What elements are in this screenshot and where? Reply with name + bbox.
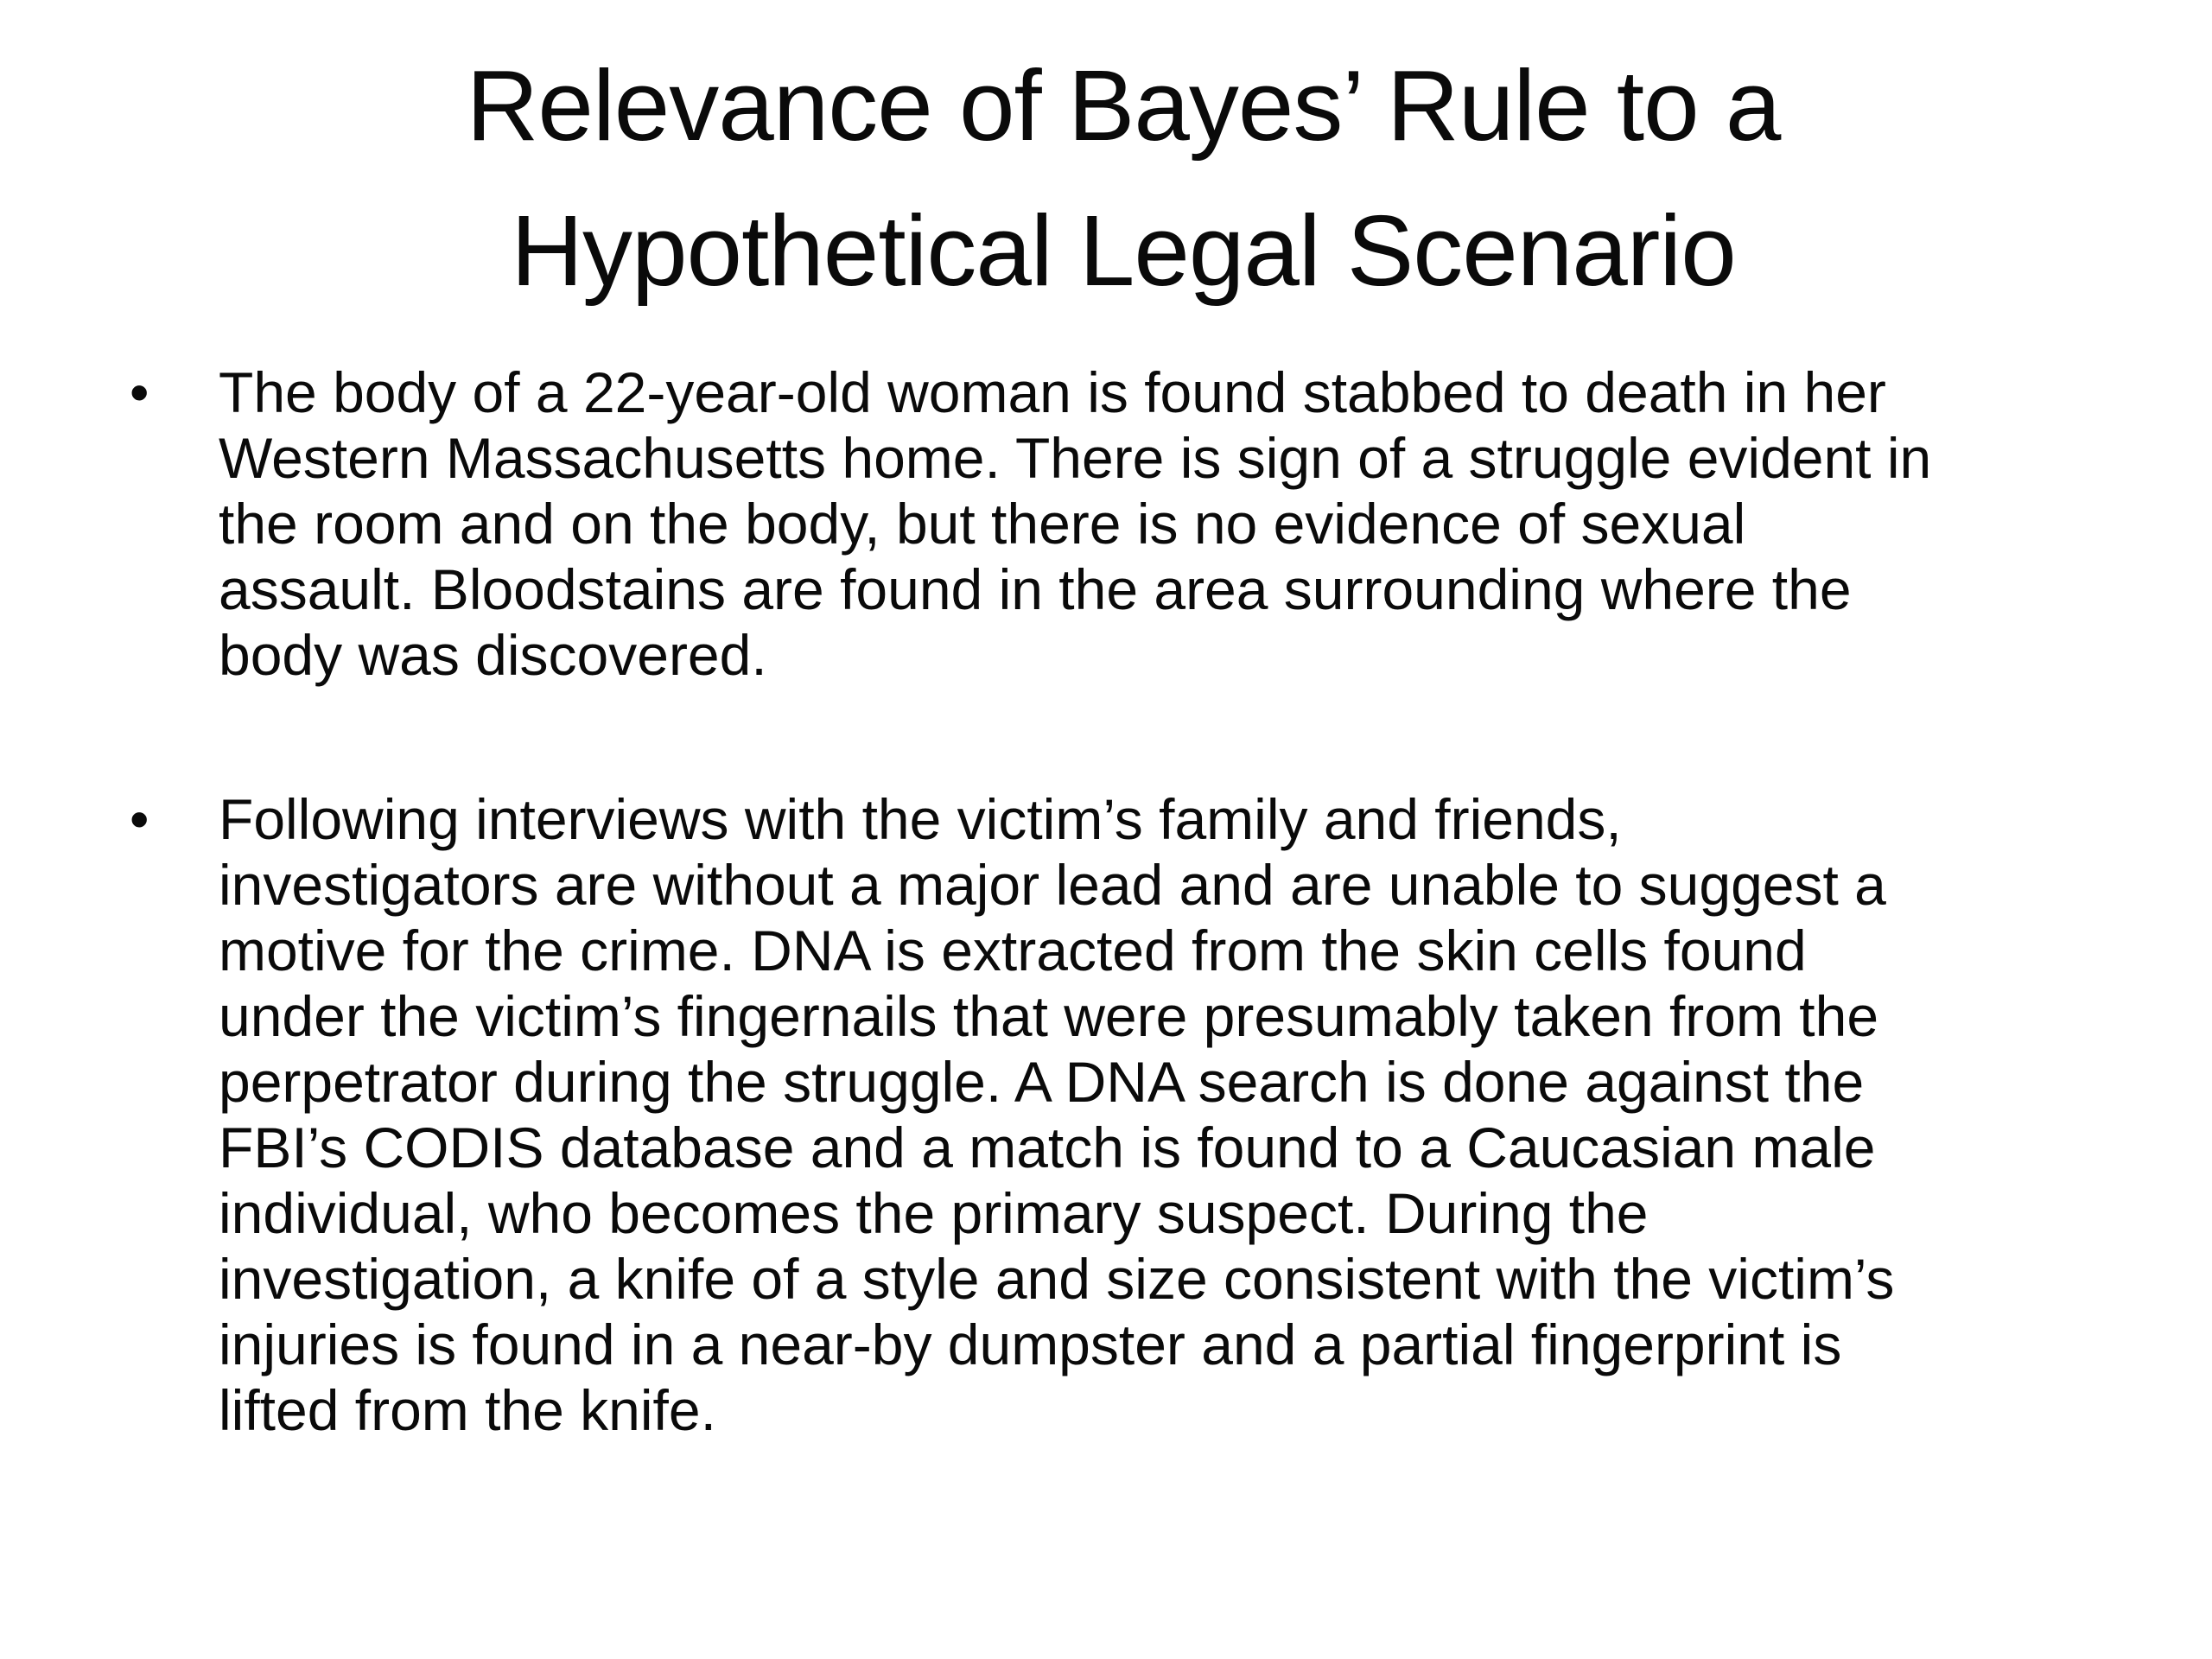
bullet-line: The body of a 22-year-old woman is found stabbed to death in her (219, 360, 1886, 424)
title-line: Relevance of Bayes’ Rule to a (466, 49, 1781, 162)
bullet-line: under the victim’s fingernails that were presumably taken from the (219, 984, 1879, 1048)
bullet-line: motive for the crime. DNA is extracted from the skin cells found (219, 918, 1807, 982)
bullet-line: Following interviews with the victim’s family and friends, (219, 787, 1622, 851)
bullet-line: perpetrator during the struggle. A DNA search is done against the (219, 1050, 1865, 1114)
bullet-line: assault. Bloodstains are found in the area surrounding where the (219, 557, 1852, 621)
bullet-text (219, 786, 2128, 1443)
bullet-line: investigation, a knife of a style and size consistent with the victim’s (219, 1247, 1895, 1311)
bullet-line: FBI’s CODIS database and a match is found to a Caucasian male (219, 1116, 1876, 1179)
bullet-marker: • (130, 361, 149, 423)
bullet-line: lifted from the knife. (219, 1378, 716, 1442)
bullet-line: injuries is found in a near-by dumpster and a partial fingerprint is (219, 1313, 1842, 1376)
bullet-line: investigators are without a major lead and are unable to suggest a (219, 853, 1886, 917)
bullet-line: Western Massachusetts home. There is sign of a struggle evident in (219, 426, 1932, 490)
slide-title (173, 33, 2074, 323)
bullet-line: body was discovered. (219, 623, 767, 687)
title-line: Hypothetical Legal Scenario (511, 194, 1736, 307)
bullet-line: individual, who becomes the primary suspect. During the (219, 1181, 1649, 1245)
bullet-marker: • (130, 788, 149, 850)
bullet-text (219, 359, 2128, 688)
bullet-line: the room and on the body, but there is no evidence of sexual (219, 492, 1746, 556)
